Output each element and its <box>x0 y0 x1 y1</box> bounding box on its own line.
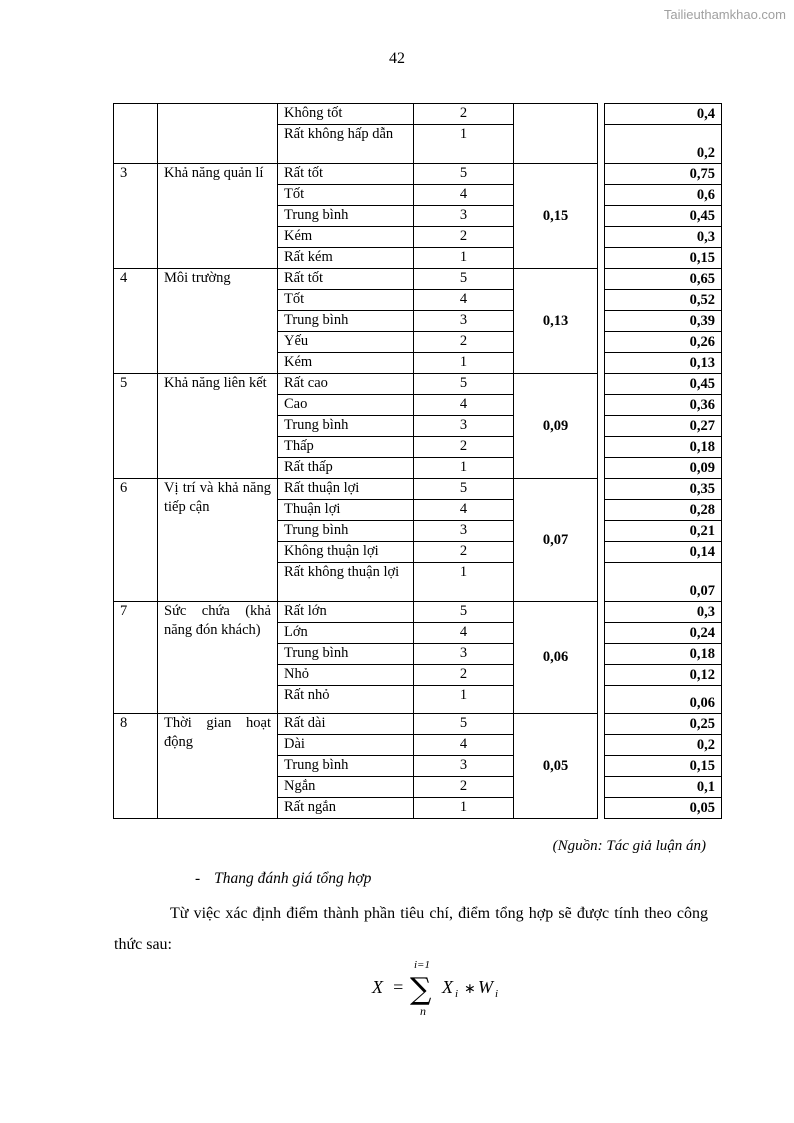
spacer-cell <box>598 437 605 458</box>
spacer-cell <box>598 479 605 500</box>
score-cell: 3 <box>414 206 514 227</box>
result-cell: 0,1 <box>605 777 722 798</box>
level-cell: Tốt <box>278 185 414 206</box>
weight-cell: 0,07 <box>514 479 598 602</box>
score-cell: 2 <box>414 542 514 563</box>
spacer-cell <box>598 458 605 479</box>
result-cell: 0,15 <box>605 248 722 269</box>
formula-term-x: X <box>442 977 453 997</box>
criterion-number <box>114 104 158 164</box>
formula <box>362 955 512 1021</box>
level-cell: Rất không hấp dẫn <box>278 125 414 164</box>
criterion-name: Khả năng quản lí <box>158 164 278 269</box>
page-number: 42 <box>389 50 405 67</box>
result-cell: 0,6 <box>605 185 722 206</box>
result-cell: 0,26 <box>605 332 722 353</box>
spacer-cell <box>598 644 605 665</box>
criteria-table <box>113 103 722 819</box>
spacer-cell <box>598 311 605 332</box>
level-cell: Kém <box>278 353 414 374</box>
spacer-cell <box>598 248 605 269</box>
table-row <box>114 164 722 185</box>
level-cell: Rất thuận lợi <box>278 479 414 500</box>
criterion-number: 8 <box>114 714 158 819</box>
weight-cell: 0,15 <box>514 164 598 269</box>
criterion-number: 4 <box>114 269 158 374</box>
table-row <box>114 602 722 623</box>
score-cell: 2 <box>414 777 514 798</box>
weight-cell: 0,05 <box>514 714 598 819</box>
level-cell: Không thuận lợi <box>278 542 414 563</box>
spacer-cell <box>598 125 605 164</box>
level-cell: Không tốt <box>278 104 414 125</box>
score-cell: 1 <box>414 686 514 714</box>
criterion-number: 5 <box>114 374 158 479</box>
level-cell: Thấp <box>278 437 414 458</box>
spacer-cell <box>598 500 605 521</box>
spacer-cell <box>598 521 605 542</box>
score-cell: 1 <box>414 458 514 479</box>
level-cell: Yếu <box>278 332 414 353</box>
result-cell: 0,06 <box>605 686 722 714</box>
level-cell: Tốt <box>278 290 414 311</box>
body-paragraph: Từ việc xác định điểm thành phần tiêu chí, điểm tổng hợp sẽ được tính theo công thức sau: <box>114 905 708 953</box>
weight-cell: 0,09 <box>514 374 598 479</box>
score-cell: 5 <box>414 714 514 735</box>
result-cell: 0,65 <box>605 269 722 290</box>
spacer-cell <box>598 269 605 290</box>
spacer-cell <box>598 104 605 125</box>
level-cell: Rất tốt <box>278 164 414 185</box>
result-cell: 0,09 <box>605 458 722 479</box>
sum-symbol: ∑ <box>410 972 432 1007</box>
result-cell: 0,07 <box>605 563 722 602</box>
result-cell: 0,18 <box>605 644 722 665</box>
score-cell: 2 <box>414 437 514 458</box>
result-cell: 0,36 <box>605 395 722 416</box>
table-row <box>114 374 722 395</box>
formula-lhs: X <box>372 977 383 997</box>
score-cell: 2 <box>414 104 514 125</box>
result-cell: 0,52 <box>605 290 722 311</box>
spacer-cell <box>598 602 605 623</box>
result-cell: 0,2 <box>605 125 722 164</box>
level-cell: Rất tốt <box>278 269 414 290</box>
spacer-cell <box>598 777 605 798</box>
spacer-cell <box>598 206 605 227</box>
result-cell: 0,24 <box>605 623 722 644</box>
criterion-number: 3 <box>114 164 158 269</box>
spacer-cell <box>598 665 605 686</box>
score-cell: 1 <box>414 353 514 374</box>
score-cell: 5 <box>414 479 514 500</box>
spacer-cell <box>598 686 605 714</box>
table-row <box>114 714 722 735</box>
scale-heading-text: Thang đánh giá tổng hợp <box>214 870 372 887</box>
criterion-name: Vị trí và khả năng tiếp cận <box>158 479 278 602</box>
score-cell: 2 <box>414 332 514 353</box>
score-cell: 4 <box>414 500 514 521</box>
result-cell: 0,18 <box>605 437 722 458</box>
table-row <box>114 269 722 290</box>
level-cell: Nhỏ <box>278 665 414 686</box>
criterion-name: Khả năng liên kết <box>158 374 278 479</box>
criterion-name: Thời gian hoạt động <box>158 714 278 819</box>
source-note: (Nguồn: Tác giả luận án) <box>552 838 706 854</box>
criterion-name: Sức chứa (khả năng đón khách) <box>158 602 278 714</box>
criteria-table-body <box>114 104 722 819</box>
level-cell: Rất thấp <box>278 458 414 479</box>
result-cell: 0,25 <box>605 714 722 735</box>
level-cell: Rất ngắn <box>278 798 414 819</box>
level-cell: Trung bình <box>278 756 414 777</box>
score-cell: 3 <box>414 756 514 777</box>
weight-cell <box>514 104 598 164</box>
level-cell: Rất dài <box>278 714 414 735</box>
score-cell: 4 <box>414 185 514 206</box>
table-row <box>114 104 722 125</box>
spacer-cell <box>598 542 605 563</box>
spacer-cell <box>598 395 605 416</box>
score-cell: 1 <box>414 248 514 269</box>
score-cell: 4 <box>414 290 514 311</box>
score-cell: 5 <box>414 602 514 623</box>
spacer-cell <box>598 164 605 185</box>
level-cell: Rất kém <box>278 248 414 269</box>
result-cell: 0,39 <box>605 311 722 332</box>
result-cell: 0,45 <box>605 206 722 227</box>
result-cell: 0,14 <box>605 542 722 563</box>
result-cell: 0,21 <box>605 521 722 542</box>
spacer-cell <box>598 735 605 756</box>
spacer-cell <box>598 227 605 248</box>
spacer-cell <box>598 416 605 437</box>
level-cell: Trung bình <box>278 416 414 437</box>
criterion-name <box>158 104 278 164</box>
result-cell: 0,45 <box>605 374 722 395</box>
result-cell: 0,75 <box>605 164 722 185</box>
scale-heading <box>195 870 371 888</box>
weight-cell: 0,06 <box>514 602 598 714</box>
level-cell: Rất nhỏ <box>278 686 414 714</box>
score-cell: 5 <box>414 374 514 395</box>
spacer-cell <box>598 374 605 395</box>
spacer-cell <box>598 353 605 374</box>
result-cell: 0,28 <box>605 500 722 521</box>
score-cell: 4 <box>414 623 514 644</box>
result-cell: 0,35 <box>605 479 722 500</box>
formula-term-x-sub: i <box>455 988 459 1000</box>
formula-term-w-sub: i <box>495 988 499 1000</box>
criterion-name: Môi trường <box>158 269 278 374</box>
formula-equals: = <box>392 977 405 997</box>
criterion-number: 7 <box>114 602 158 714</box>
level-cell: Trung bình <box>278 311 414 332</box>
level-cell: Trung bình <box>278 644 414 665</box>
spacer-cell <box>598 290 605 311</box>
score-cell: 5 <box>414 164 514 185</box>
level-cell: Ngắn <box>278 777 414 798</box>
formula-lower-limit: n <box>420 1004 426 1018</box>
result-cell: 0,13 <box>605 353 722 374</box>
score-cell: 4 <box>414 735 514 756</box>
level-cell: Kém <box>278 227 414 248</box>
criterion-number: 6 <box>114 479 158 602</box>
level-cell: Rất lớn <box>278 602 414 623</box>
spacer-cell <box>598 563 605 602</box>
level-cell: Lớn <box>278 623 414 644</box>
table-row <box>114 479 722 500</box>
spacer-cell <box>598 185 605 206</box>
result-cell: 0,3 <box>605 602 722 623</box>
spacer-cell <box>598 332 605 353</box>
score-cell: 5 <box>414 269 514 290</box>
level-cell: Trung bình <box>278 206 414 227</box>
score-cell: 3 <box>414 521 514 542</box>
score-cell: 4 <box>414 395 514 416</box>
result-cell: 0,3 <box>605 227 722 248</box>
score-cell: 3 <box>414 311 514 332</box>
level-cell: Dài <box>278 735 414 756</box>
score-cell: 1 <box>414 563 514 602</box>
score-cell: 2 <box>414 227 514 248</box>
result-cell: 0,15 <box>605 756 722 777</box>
score-cell: 3 <box>414 644 514 665</box>
spacer-cell <box>598 623 605 644</box>
level-cell: Rất cao <box>278 374 414 395</box>
formula-upper-limit: i=1 <box>414 959 430 971</box>
result-cell: 0,2 <box>605 735 722 756</box>
spacer-cell <box>598 714 605 735</box>
score-cell: 2 <box>414 665 514 686</box>
formula-term-w: W <box>478 977 493 997</box>
bullet-dash: - <box>195 870 201 887</box>
score-cell: 1 <box>414 798 514 819</box>
spacer-cell <box>598 756 605 777</box>
level-cell: Rất không thuận lợi <box>278 563 414 602</box>
formula-times: ∗ <box>464 981 476 997</box>
level-cell: Thuận lợi <box>278 500 414 521</box>
result-cell: 0,4 <box>605 104 722 125</box>
watermark: Tailieuthamkhao.com <box>663 7 786 22</box>
score-cell: 3 <box>414 416 514 437</box>
score-cell: 1 <box>414 125 514 164</box>
result-cell: 0,05 <box>605 798 722 819</box>
level-cell: Cao <box>278 395 414 416</box>
spacer-cell <box>598 798 605 819</box>
result-cell: 0,12 <box>605 665 722 686</box>
level-cell: Trung bình <box>278 521 414 542</box>
weight-cell: 0,13 <box>514 269 598 374</box>
result-cell: 0,27 <box>605 416 722 437</box>
